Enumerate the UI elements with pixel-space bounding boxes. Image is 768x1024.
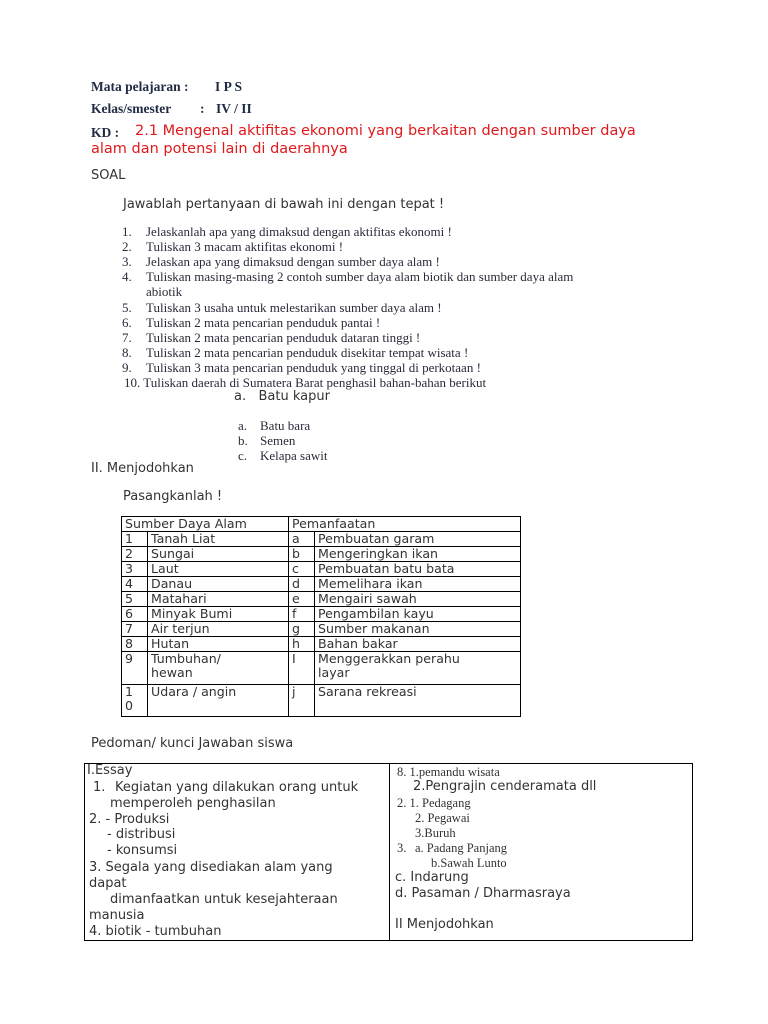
use-cell: Pengambilan kayu xyxy=(315,607,521,622)
question-4-cont: abiotik xyxy=(146,284,183,299)
answer-8-line-1: 8. 1.pemandu wisata xyxy=(397,765,500,779)
kd-label: KD : xyxy=(91,125,120,140)
row-number: 5 xyxy=(122,592,148,607)
class-colon: : xyxy=(200,101,205,116)
resource-cell: Matahari xyxy=(148,592,289,607)
header-sumber-daya-alam: Sumber Daya Alam xyxy=(122,517,289,532)
question-number: 10. xyxy=(124,375,141,390)
question-text: Jelaskanlah apa yang dimaksud dengan aktifitas ekonomi ! xyxy=(146,224,452,239)
question-text: Tuliskan 2 mata pencarian penduduk dataran tinggi ! xyxy=(146,330,421,345)
subject-value: I P S xyxy=(215,79,243,94)
answer-3-line-1: 3. Segala yang disediakan alam yang xyxy=(89,860,333,875)
question-text: Tuliskan daerah di Sumatera Barat penghasil bahan-bahan berikut xyxy=(143,375,487,390)
option-letter: f xyxy=(289,607,315,622)
answer-key-divider xyxy=(389,764,390,940)
use-cell: Sarana rekreasi xyxy=(315,685,521,717)
table-row xyxy=(122,652,521,685)
sub-item-b xyxy=(238,433,295,449)
resource-cell: Danau xyxy=(148,577,289,592)
resource-cell: Hutan xyxy=(148,637,289,652)
question-number: 5. xyxy=(122,300,132,315)
sub-text: Batu kapur xyxy=(258,389,330,404)
sub-letter: c. xyxy=(238,448,248,463)
sub-text: Semen xyxy=(260,433,296,448)
menjodohkan-title: II. Menjodohkan xyxy=(91,461,194,476)
kd-line-2: alam dan potensi lain di daerahnya xyxy=(91,141,348,157)
sub-letter: b. xyxy=(238,433,248,448)
row-number: 7 xyxy=(122,622,148,637)
matching-table xyxy=(121,516,521,717)
answer-2-line-3: - konsumsi xyxy=(107,843,178,858)
row-number: 3 xyxy=(122,562,148,577)
resource-cell xyxy=(148,652,289,685)
table-header-row xyxy=(122,517,521,532)
question-number: 3. xyxy=(122,254,132,269)
resource-cell: Minyak Bumi xyxy=(148,607,289,622)
class-label: Kelas/smester xyxy=(91,101,172,116)
question-number: 7. xyxy=(122,330,132,345)
question-1 xyxy=(122,224,452,240)
row-number-line-1: 1 xyxy=(125,684,134,699)
use-cell: Pembuatan batu bata xyxy=(315,562,521,577)
answer-1-line-2: memperoleh penghasilan xyxy=(110,796,276,811)
answer-2b-line-3: 3.Buruh xyxy=(415,826,456,840)
row-number-line-2: 0 xyxy=(125,698,134,713)
question-text: Jelaskan apa yang dimaksud dengan sumber daya alam ! xyxy=(146,254,440,269)
sub-item-c xyxy=(238,448,328,464)
answer-2-line-1: 2. - Produksi xyxy=(89,812,170,827)
row-number: 4 xyxy=(122,577,148,592)
question-number: 4. xyxy=(122,269,132,284)
answer-3-line-2: dapat xyxy=(89,876,127,891)
question-text: Tuliskan 3 mata pencarian penduduk yang tinggal di perkotaan ! xyxy=(146,360,481,375)
use-line-1: Menggerakkan perahu xyxy=(318,651,460,666)
table-row xyxy=(122,547,521,562)
answer-key-box xyxy=(84,763,693,941)
resource-cell: Laut xyxy=(148,562,289,577)
answer-2-line-2: - distribusi xyxy=(107,827,176,842)
header-pemanfaatan: Pemanfaatan xyxy=(289,517,521,532)
resource-cell: Udara / angin xyxy=(148,685,289,717)
class-value: IV / II xyxy=(216,101,252,116)
answer-8-line-2: 2.Pengrajin cenderamata dll xyxy=(413,779,597,794)
table-row xyxy=(122,637,521,652)
use-cell: Memelihara ikan xyxy=(315,577,521,592)
question-number: 1. xyxy=(122,224,132,239)
answer-3-line-4: manusia xyxy=(89,908,145,923)
use-cell: Mengeringkan ikan xyxy=(315,547,521,562)
question-8 xyxy=(122,345,468,361)
subject-label: Mata pelajaran : xyxy=(91,79,189,94)
question-number: 2. xyxy=(122,239,132,254)
soal-instruction: Jawablah pertanyaan di bawah ini dengan tepat ! xyxy=(123,197,445,212)
option-letter: g xyxy=(289,622,315,637)
resource-line-1: Tumbuhan/ xyxy=(151,651,221,666)
menjodohkan-key-title: II Menjodohkan xyxy=(395,917,494,932)
question-text: Tuliskan masing-masing 2 contoh sumber daya alam biotik dan sumber daya alam xyxy=(146,269,574,284)
answer-4-line-1: 4. biotik - tumbuhan xyxy=(89,924,222,939)
answer-1-line-1: Kegiatan yang dilakukan orang untuk xyxy=(115,780,359,795)
answer-3b-line-2: b.Sawah Lunto xyxy=(431,856,507,870)
question-number: 6. xyxy=(122,315,132,330)
sub-item-a-first xyxy=(234,389,330,404)
answer-2b-line-1: 2. 1. Pedagang xyxy=(397,796,471,810)
answer-3b-number: 3. xyxy=(397,841,407,855)
row-number: 9 xyxy=(122,652,148,685)
sub-item-a xyxy=(238,418,310,434)
question-text: Tuliskan 2 mata pencarian penduduk pantai ! xyxy=(146,315,381,330)
option-letter: j xyxy=(289,685,315,717)
answer-1-number: 1. xyxy=(93,780,106,795)
row-number xyxy=(122,685,148,717)
answer-3b-line-1: a. Padang Panjang xyxy=(415,841,507,855)
resource-cell: Air terjun xyxy=(148,622,289,637)
use-cell: Sumber makanan xyxy=(315,622,521,637)
table-row xyxy=(122,532,521,547)
table-row xyxy=(122,685,521,717)
row-number: 8 xyxy=(122,637,148,652)
use-cell: Pembuatan garam xyxy=(315,532,521,547)
row-number: 1 xyxy=(122,532,148,547)
question-number: 9. xyxy=(122,360,132,375)
question-text: Tuliskan 3 usaha untuk melestarikan sumber daya alam ! xyxy=(146,300,442,315)
question-3 xyxy=(122,254,440,270)
option-letter: I xyxy=(289,652,315,685)
option-letter: e xyxy=(289,592,315,607)
menjodohkan-instruction: Pasangkanlah ! xyxy=(123,489,223,504)
option-letter: d xyxy=(289,577,315,592)
question-6 xyxy=(122,315,380,331)
sub-letter: a. xyxy=(238,418,248,433)
question-9 xyxy=(122,360,481,376)
option-letter: b xyxy=(289,547,315,562)
table-row xyxy=(122,592,521,607)
table-row xyxy=(122,562,521,577)
option-letter: h xyxy=(289,637,315,652)
option-letter: c xyxy=(289,562,315,577)
question-text: Tuliskan 2 mata pencarian penduduk disekitar tempat wisata ! xyxy=(146,345,469,360)
option-letter: a xyxy=(289,532,315,547)
table-row xyxy=(122,622,521,637)
soal-title: SOAL xyxy=(91,168,126,183)
question-7 xyxy=(122,330,420,346)
answer-3b-line-4: d. Pasaman / Dharmasraya xyxy=(395,886,571,901)
use-line-2: layar xyxy=(318,665,350,680)
answer-3-line-3: dimanfaatkan untuk kesejahteraan xyxy=(110,892,338,907)
sub-letter: a. xyxy=(234,389,247,404)
question-4 xyxy=(122,269,573,285)
question-2 xyxy=(122,239,343,255)
table-row xyxy=(122,577,521,592)
answer-key-title: Pedoman/ kunci Jawaban siswa xyxy=(91,736,294,751)
resource-cell: Sungai xyxy=(148,547,289,562)
answer-2b-line-2: 2. Pegawai xyxy=(415,811,470,825)
question-5 xyxy=(122,300,442,316)
question-text: Tuliskan 3 macam aktifitas ekonomi ! xyxy=(146,239,344,254)
resource-line-2: hewan xyxy=(151,665,193,680)
sub-text: Kelapa sawit xyxy=(260,448,328,463)
kd-line-1: 2.1 Mengenal aktifitas ekonomi yang berkaitan dengan sumber daya xyxy=(135,123,636,139)
use-cell: Bahan bakar xyxy=(315,637,521,652)
resource-cell: Tanah Liat xyxy=(148,532,289,547)
answer-3b-line-3: c. Indarung xyxy=(395,870,469,885)
row-number: 2 xyxy=(122,547,148,562)
table-row xyxy=(122,607,521,622)
essay-title: I.Essay xyxy=(87,763,133,778)
question-number: 8. xyxy=(122,345,132,360)
use-cell xyxy=(315,652,521,685)
use-cell: Mengairi sawah xyxy=(315,592,521,607)
row-number: 6 xyxy=(122,607,148,622)
sub-text: Batu bara xyxy=(260,418,311,433)
